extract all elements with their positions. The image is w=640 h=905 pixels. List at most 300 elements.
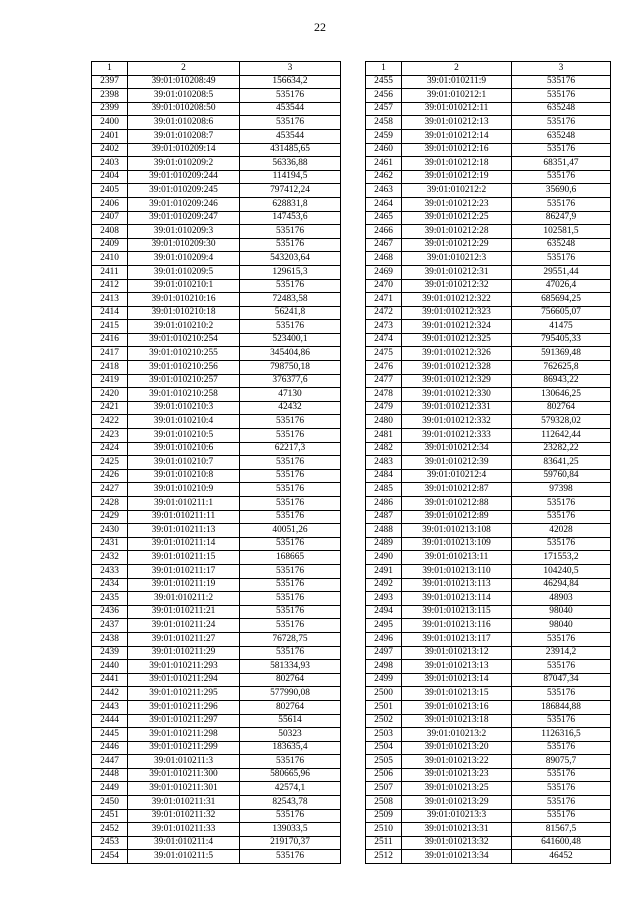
table-row (92, 646, 341, 660)
row-number-cell: 2418 (92, 361, 128, 375)
table-row (366, 551, 611, 565)
cadastral-number-cell: 39:01:010212:25 (402, 211, 512, 225)
value-cell: 581334,93 (240, 660, 341, 674)
value-cell: 62217,3 (240, 442, 341, 456)
table-row (366, 197, 611, 211)
table-row (366, 497, 611, 511)
value-cell: 168665 (240, 551, 341, 565)
row-number-cell: 2439 (92, 646, 128, 660)
column-header: 2 (128, 62, 240, 76)
cadastral-number-cell: 39:01:010213:25 (402, 782, 512, 796)
table-header-row (366, 62, 611, 76)
row-number-cell: 2470 (366, 279, 402, 293)
table-row (366, 75, 611, 89)
table-row (92, 333, 341, 347)
value-cell: 183635,4 (240, 741, 341, 755)
page-number: 22 (314, 20, 326, 34)
table-row (366, 632, 611, 646)
row-number-cell: 2465 (366, 211, 402, 225)
table-row (92, 823, 341, 837)
cadastral-number-cell: 39:01:010210:9 (128, 483, 240, 497)
value-cell: 535176 (240, 592, 341, 606)
table-row (366, 524, 611, 538)
value-cell: 535176 (512, 116, 611, 130)
value-cell: 580665,96 (240, 768, 341, 782)
cadastral-number-cell: 39:01:010209:2 (128, 157, 240, 171)
value-cell: 35690,6 (512, 184, 611, 198)
cadastral-number-cell: 39:01:010208:49 (128, 75, 240, 89)
table-row (92, 551, 341, 565)
value-cell: 86247,9 (512, 211, 611, 225)
table-row (92, 796, 341, 810)
cadastral-number-cell: 39:01:010209:5 (128, 265, 240, 279)
cadastral-number-cell: 39:01:010210:256 (128, 361, 240, 375)
cadastral-number-cell: 39:01:010209:247 (128, 211, 240, 225)
row-number-cell: 2421 (92, 401, 128, 415)
cadastral-number-cell: 39:01:010210:255 (128, 347, 240, 361)
table-row (92, 782, 341, 796)
row-number-cell: 2466 (366, 225, 402, 239)
table-row (366, 143, 611, 157)
cadastral-number-cell: 39:01:010213:18 (402, 714, 512, 728)
value-cell: 1126316,5 (512, 728, 611, 742)
table-row (366, 714, 611, 728)
value-cell: 535176 (512, 89, 611, 103)
row-number-cell: 2490 (366, 551, 402, 565)
row-number-cell: 2409 (92, 238, 128, 252)
table-row (92, 469, 341, 483)
value-cell: 453544 (240, 102, 341, 116)
value-cell: 41475 (512, 320, 611, 334)
table-row (92, 279, 341, 293)
cadastral-number-cell: 39:01:010209:245 (128, 184, 240, 198)
value-cell: 535176 (240, 510, 341, 524)
table-row (366, 578, 611, 592)
cadastral-number-cell: 39:01:010211:27 (128, 632, 240, 646)
cadastral-number-cell: 39:01:010213:23 (402, 768, 512, 782)
row-number-cell: 2419 (92, 374, 128, 388)
cadastral-number-cell: 39:01:010211:295 (128, 687, 240, 701)
table-row (366, 768, 611, 782)
value-cell: 535176 (240, 415, 341, 429)
table-row (92, 673, 341, 687)
table-row (366, 510, 611, 524)
table-row (366, 809, 611, 823)
cadastral-number-cell: 39:01:010210:258 (128, 388, 240, 402)
row-number-cell: 2494 (366, 605, 402, 619)
table-row (92, 687, 341, 701)
cadastral-number-cell: 39:01:010213:114 (402, 592, 512, 606)
table-row (92, 143, 341, 157)
table-row (92, 320, 341, 334)
cadastral-number-cell: 39:01:010213:109 (402, 537, 512, 551)
row-number-cell: 2436 (92, 605, 128, 619)
table-row (92, 347, 341, 361)
cadastral-number-cell: 39:01:010212:34 (402, 442, 512, 456)
cadastral-number-cell: 39:01:010213:3 (402, 809, 512, 823)
value-cell: 55614 (240, 714, 341, 728)
row-number-cell: 2451 (92, 809, 128, 823)
column-header: 3 (240, 62, 341, 76)
row-number-cell: 2449 (92, 782, 128, 796)
cadastral-number-cell: 39:01:010212:2 (402, 184, 512, 198)
row-number-cell: 2485 (366, 483, 402, 497)
value-cell: 802764 (512, 401, 611, 415)
row-number-cell: 2477 (366, 374, 402, 388)
row-number-cell: 2415 (92, 320, 128, 334)
row-number-cell: 2417 (92, 347, 128, 361)
table-row (366, 741, 611, 755)
row-number-cell: 2498 (366, 660, 402, 674)
value-cell: 535176 (240, 755, 341, 769)
cadastral-number-cell: 39:01:010212:31 (402, 265, 512, 279)
cadastral-number-cell: 39:01:010211:296 (128, 700, 240, 714)
table-row (92, 619, 341, 633)
cadastral-number-cell: 39:01:010211:11 (128, 510, 240, 524)
cadastral-number-cell: 39:01:010213:34 (402, 850, 512, 864)
row-number-cell: 2491 (366, 564, 402, 578)
value-cell: 798750,18 (240, 361, 341, 375)
value-cell: 535176 (512, 252, 611, 266)
cadastral-number-cell: 39:01:010212:3 (402, 252, 512, 266)
value-cell: 59760,84 (512, 469, 611, 483)
value-cell: 535176 (512, 143, 611, 157)
table-row (366, 388, 611, 402)
table-row (366, 293, 611, 307)
table-row (366, 129, 611, 143)
value-cell: 453544 (240, 129, 341, 143)
value-cell: 83641,25 (512, 456, 611, 470)
cadastral-number-cell: 39:01:010212:87 (402, 483, 512, 497)
value-cell: 47130 (240, 388, 341, 402)
row-number-cell: 2468 (366, 252, 402, 266)
cadastral-number-cell: 39:01:010212:330 (402, 388, 512, 402)
cadastral-number-cell: 39:01:010212:39 (402, 456, 512, 470)
table-row (366, 728, 611, 742)
cadastral-number-cell: 39:01:010213:22 (402, 755, 512, 769)
table-row (92, 483, 341, 497)
value-cell: 535176 (512, 537, 611, 551)
row-number-cell: 2455 (366, 75, 402, 89)
table-row (366, 184, 611, 198)
row-number-cell: 2486 (366, 497, 402, 511)
row-number-cell: 2448 (92, 768, 128, 782)
row-number-cell: 2478 (366, 388, 402, 402)
row-number-cell: 2405 (92, 184, 128, 198)
cadastral-number-cell: 39:01:010211:24 (128, 619, 240, 633)
table-row (366, 347, 611, 361)
row-number-cell: 2398 (92, 89, 128, 103)
cadastral-number-cell: 39:01:010211:14 (128, 537, 240, 551)
value-cell: 48903 (512, 592, 611, 606)
value-cell: 535176 (512, 741, 611, 755)
table-row (92, 401, 341, 415)
value-cell: 186844,88 (512, 700, 611, 714)
table-row (92, 102, 341, 116)
value-cell: 40051,26 (240, 524, 341, 538)
value-cell: 577990,08 (240, 687, 341, 701)
value-cell: 535176 (240, 619, 341, 633)
row-number-cell: 2504 (366, 741, 402, 755)
table-row (92, 605, 341, 619)
value-cell: 56241,8 (240, 306, 341, 320)
cadastral-number-cell: 39:01:010212:89 (402, 510, 512, 524)
row-number-cell: 2453 (92, 836, 128, 850)
value-cell: 802764 (240, 700, 341, 714)
value-cell: 535176 (240, 483, 341, 497)
value-cell: 47026,4 (512, 279, 611, 293)
table-row (92, 415, 341, 429)
cadastral-number-cell: 39:01:010212:18 (402, 157, 512, 171)
cadastral-number-cell: 39:01:010213:108 (402, 524, 512, 538)
table-row (366, 415, 611, 429)
cadastral-number-cell: 39:01:010211:301 (128, 782, 240, 796)
row-number-cell: 2442 (92, 687, 128, 701)
table-row (92, 157, 341, 171)
cadastral-number-cell: 39:01:010213:16 (402, 700, 512, 714)
cadastral-number-cell: 39:01:010209:4 (128, 252, 240, 266)
value-cell: 23914,2 (512, 646, 611, 660)
value-cell: 50323 (240, 728, 341, 742)
cadastral-number-cell: 39:01:010211:5 (128, 850, 240, 864)
value-cell: 76728,75 (240, 632, 341, 646)
value-cell: 756605,07 (512, 306, 611, 320)
value-cell: 29551,44 (512, 265, 611, 279)
cadastral-number-cell: 39:01:010211:293 (128, 660, 240, 674)
row-number-cell: 2428 (92, 497, 128, 511)
row-number-cell: 2414 (92, 306, 128, 320)
row-number-cell: 2487 (366, 510, 402, 524)
value-cell: 635248 (512, 102, 611, 116)
row-number-cell: 2461 (366, 157, 402, 171)
row-number-cell: 2431 (92, 537, 128, 551)
row-number-cell: 2427 (92, 483, 128, 497)
cadastral-number-cell: 39:01:010213:113 (402, 578, 512, 592)
cadastral-number-cell: 39:01:010212:331 (402, 401, 512, 415)
cadastral-number-cell: 39:01:010210:4 (128, 415, 240, 429)
cadastral-number-cell: 39:01:010212:29 (402, 238, 512, 252)
cadastral-number-cell: 39:01:010212:28 (402, 225, 512, 239)
row-number-cell: 2445 (92, 728, 128, 742)
value-cell: 56336,88 (240, 157, 341, 171)
cadastral-number-cell: 39:01:010210:3 (128, 401, 240, 415)
cadastral-number-cell: 39:01:010212:88 (402, 497, 512, 511)
value-cell: 523400,1 (240, 333, 341, 347)
row-number-cell: 2474 (366, 333, 402, 347)
cadastral-number-cell: 39:01:010212:329 (402, 374, 512, 388)
cadastral-number-cell: 39:01:010210:2 (128, 320, 240, 334)
row-number-cell: 2489 (366, 537, 402, 551)
row-number-cell: 2420 (92, 388, 128, 402)
row-number-cell: 2493 (366, 592, 402, 606)
value-cell: 535176 (512, 687, 611, 701)
value-cell: 535176 (512, 75, 611, 89)
value-cell: 543203,64 (240, 252, 341, 266)
row-number-cell: 2412 (92, 279, 128, 293)
value-cell: 535176 (240, 429, 341, 443)
value-cell: 535176 (512, 714, 611, 728)
table-row (366, 605, 611, 619)
row-number-cell: 2483 (366, 456, 402, 470)
table-row (92, 809, 341, 823)
cadastral-number-cell: 39:01:010210:16 (128, 293, 240, 307)
row-number-cell: 2510 (366, 823, 402, 837)
cadastral-number-cell: 39:01:010213:11 (402, 551, 512, 565)
value-cell: 42028 (512, 524, 611, 538)
table-row (366, 673, 611, 687)
row-number-cell: 2397 (92, 75, 128, 89)
table-row (366, 238, 611, 252)
row-number-cell: 2437 (92, 619, 128, 633)
table-header-row (92, 62, 341, 76)
cadastral-number-cell: 39:01:010210:6 (128, 442, 240, 456)
table-row (92, 89, 341, 103)
cadastral-number-cell: 39:01:010213:14 (402, 673, 512, 687)
value-cell: 535176 (240, 809, 341, 823)
cadastral-number-cell: 39:01:010211:299 (128, 741, 240, 755)
row-number-cell: 2475 (366, 347, 402, 361)
row-number-cell: 2500 (366, 687, 402, 701)
cadastral-number-cell: 39:01:010211:4 (128, 836, 240, 850)
row-number-cell: 2443 (92, 700, 128, 714)
table-row (92, 225, 341, 239)
value-cell: 591369,48 (512, 347, 611, 361)
value-cell: 42432 (240, 401, 341, 415)
table-row (366, 564, 611, 578)
value-cell: 129615,3 (240, 265, 341, 279)
table-row (92, 374, 341, 388)
cadastral-number-cell: 39:01:010211:1 (128, 497, 240, 511)
cadastral-number-cell: 39:01:010213:115 (402, 605, 512, 619)
table-row (92, 728, 341, 742)
cadastral-number-cell: 39:01:010209:14 (128, 143, 240, 157)
value-cell: 46452 (512, 850, 611, 864)
cadastral-number-cell: 39:01:010213:32 (402, 836, 512, 850)
cadastral-number-cell: 39:01:010212:325 (402, 333, 512, 347)
table-row (92, 564, 341, 578)
row-number-cell: 2429 (92, 510, 128, 524)
cadastral-number-cell: 39:01:010211:15 (128, 551, 240, 565)
value-cell: 641600,48 (512, 836, 611, 850)
cadastral-number-cell: 39:01:010212:328 (402, 361, 512, 375)
row-number-cell: 2403 (92, 157, 128, 171)
cadastral-number-cell: 39:01:010213:31 (402, 823, 512, 837)
table-row (366, 592, 611, 606)
cadastral-number-cell: 39:01:010212:322 (402, 293, 512, 307)
cadastral-number-cell: 39:01:010208:5 (128, 89, 240, 103)
row-number-cell: 2496 (366, 632, 402, 646)
cadastral-number-cell: 39:01:010211:19 (128, 578, 240, 592)
cadastral-number-cell: 39:01:010212:13 (402, 116, 512, 130)
cadastral-number-cell: 39:01:010213:13 (402, 660, 512, 674)
row-number-cell: 2495 (366, 619, 402, 633)
value-cell: 102581,5 (512, 225, 611, 239)
table-row (366, 306, 611, 320)
row-number-cell: 2512 (366, 850, 402, 864)
row-number-cell: 2426 (92, 469, 128, 483)
table-row (366, 333, 611, 347)
cadastral-table-right (365, 61, 611, 864)
cadastral-number-cell: 39:01:010211:294 (128, 673, 240, 687)
row-number-cell: 2452 (92, 823, 128, 837)
cadastral-number-cell: 39:01:010210:1 (128, 279, 240, 293)
value-cell: 104240,5 (512, 564, 611, 578)
row-number-cell: 2506 (366, 768, 402, 782)
table-row (366, 646, 611, 660)
value-cell: 535176 (240, 537, 341, 551)
row-number-cell: 2501 (366, 700, 402, 714)
column-header: 3 (512, 62, 611, 76)
cadastral-number-cell: 39:01:010212:14 (402, 129, 512, 143)
table-row (366, 102, 611, 116)
cadastral-number-cell: 39:01:010213:15 (402, 687, 512, 701)
table-row (366, 89, 611, 103)
value-cell: 535176 (240, 646, 341, 660)
table-row (366, 823, 611, 837)
table-row (366, 687, 611, 701)
cadastral-number-cell: 39:01:010209:244 (128, 170, 240, 184)
row-number-cell: 2458 (366, 116, 402, 130)
cadastral-number-cell: 39:01:010211:300 (128, 768, 240, 782)
row-number-cell: 2454 (92, 850, 128, 864)
value-cell: 635248 (512, 238, 611, 252)
value-cell: 86943,22 (512, 374, 611, 388)
table-row (92, 388, 341, 402)
table-row (92, 755, 341, 769)
row-number-cell: 2441 (92, 673, 128, 687)
table-row (366, 537, 611, 551)
row-number-cell: 2481 (366, 429, 402, 443)
row-number-cell: 2400 (92, 116, 128, 130)
value-cell: 635248 (512, 129, 611, 143)
row-number-cell: 2450 (92, 796, 128, 810)
table-row (366, 796, 611, 810)
row-number-cell: 2467 (366, 238, 402, 252)
value-cell: 139033,5 (240, 823, 341, 837)
cadastral-number-cell: 39:01:010211:33 (128, 823, 240, 837)
row-number-cell: 2472 (366, 306, 402, 320)
table-row (366, 252, 611, 266)
value-cell: 98040 (512, 605, 611, 619)
row-number-cell: 2473 (366, 320, 402, 334)
cadastral-number-cell: 39:01:010208:7 (128, 129, 240, 143)
cadastral-number-cell: 39:01:010211:298 (128, 728, 240, 742)
value-cell: 46294,84 (512, 578, 611, 592)
table-row (92, 211, 341, 225)
row-number-cell: 2423 (92, 429, 128, 443)
row-number-cell: 2404 (92, 170, 128, 184)
table-row (92, 700, 341, 714)
cadastral-table-left (91, 61, 341, 864)
value-cell: 97398 (512, 483, 611, 497)
value-cell: 535176 (512, 510, 611, 524)
table-row (366, 279, 611, 293)
row-number-cell: 2446 (92, 741, 128, 755)
value-cell: 114194,5 (240, 170, 341, 184)
cadastral-number-cell: 39:01:010212:333 (402, 429, 512, 443)
table-row (366, 157, 611, 171)
row-number-cell: 2433 (92, 564, 128, 578)
row-number-cell: 2457 (366, 102, 402, 116)
table-row (92, 197, 341, 211)
table-row (366, 660, 611, 674)
row-number-cell: 2411 (92, 265, 128, 279)
table-row (366, 755, 611, 769)
row-number-cell: 2402 (92, 143, 128, 157)
table-row (92, 442, 341, 456)
table-row (366, 442, 611, 456)
row-number-cell: 2502 (366, 714, 402, 728)
